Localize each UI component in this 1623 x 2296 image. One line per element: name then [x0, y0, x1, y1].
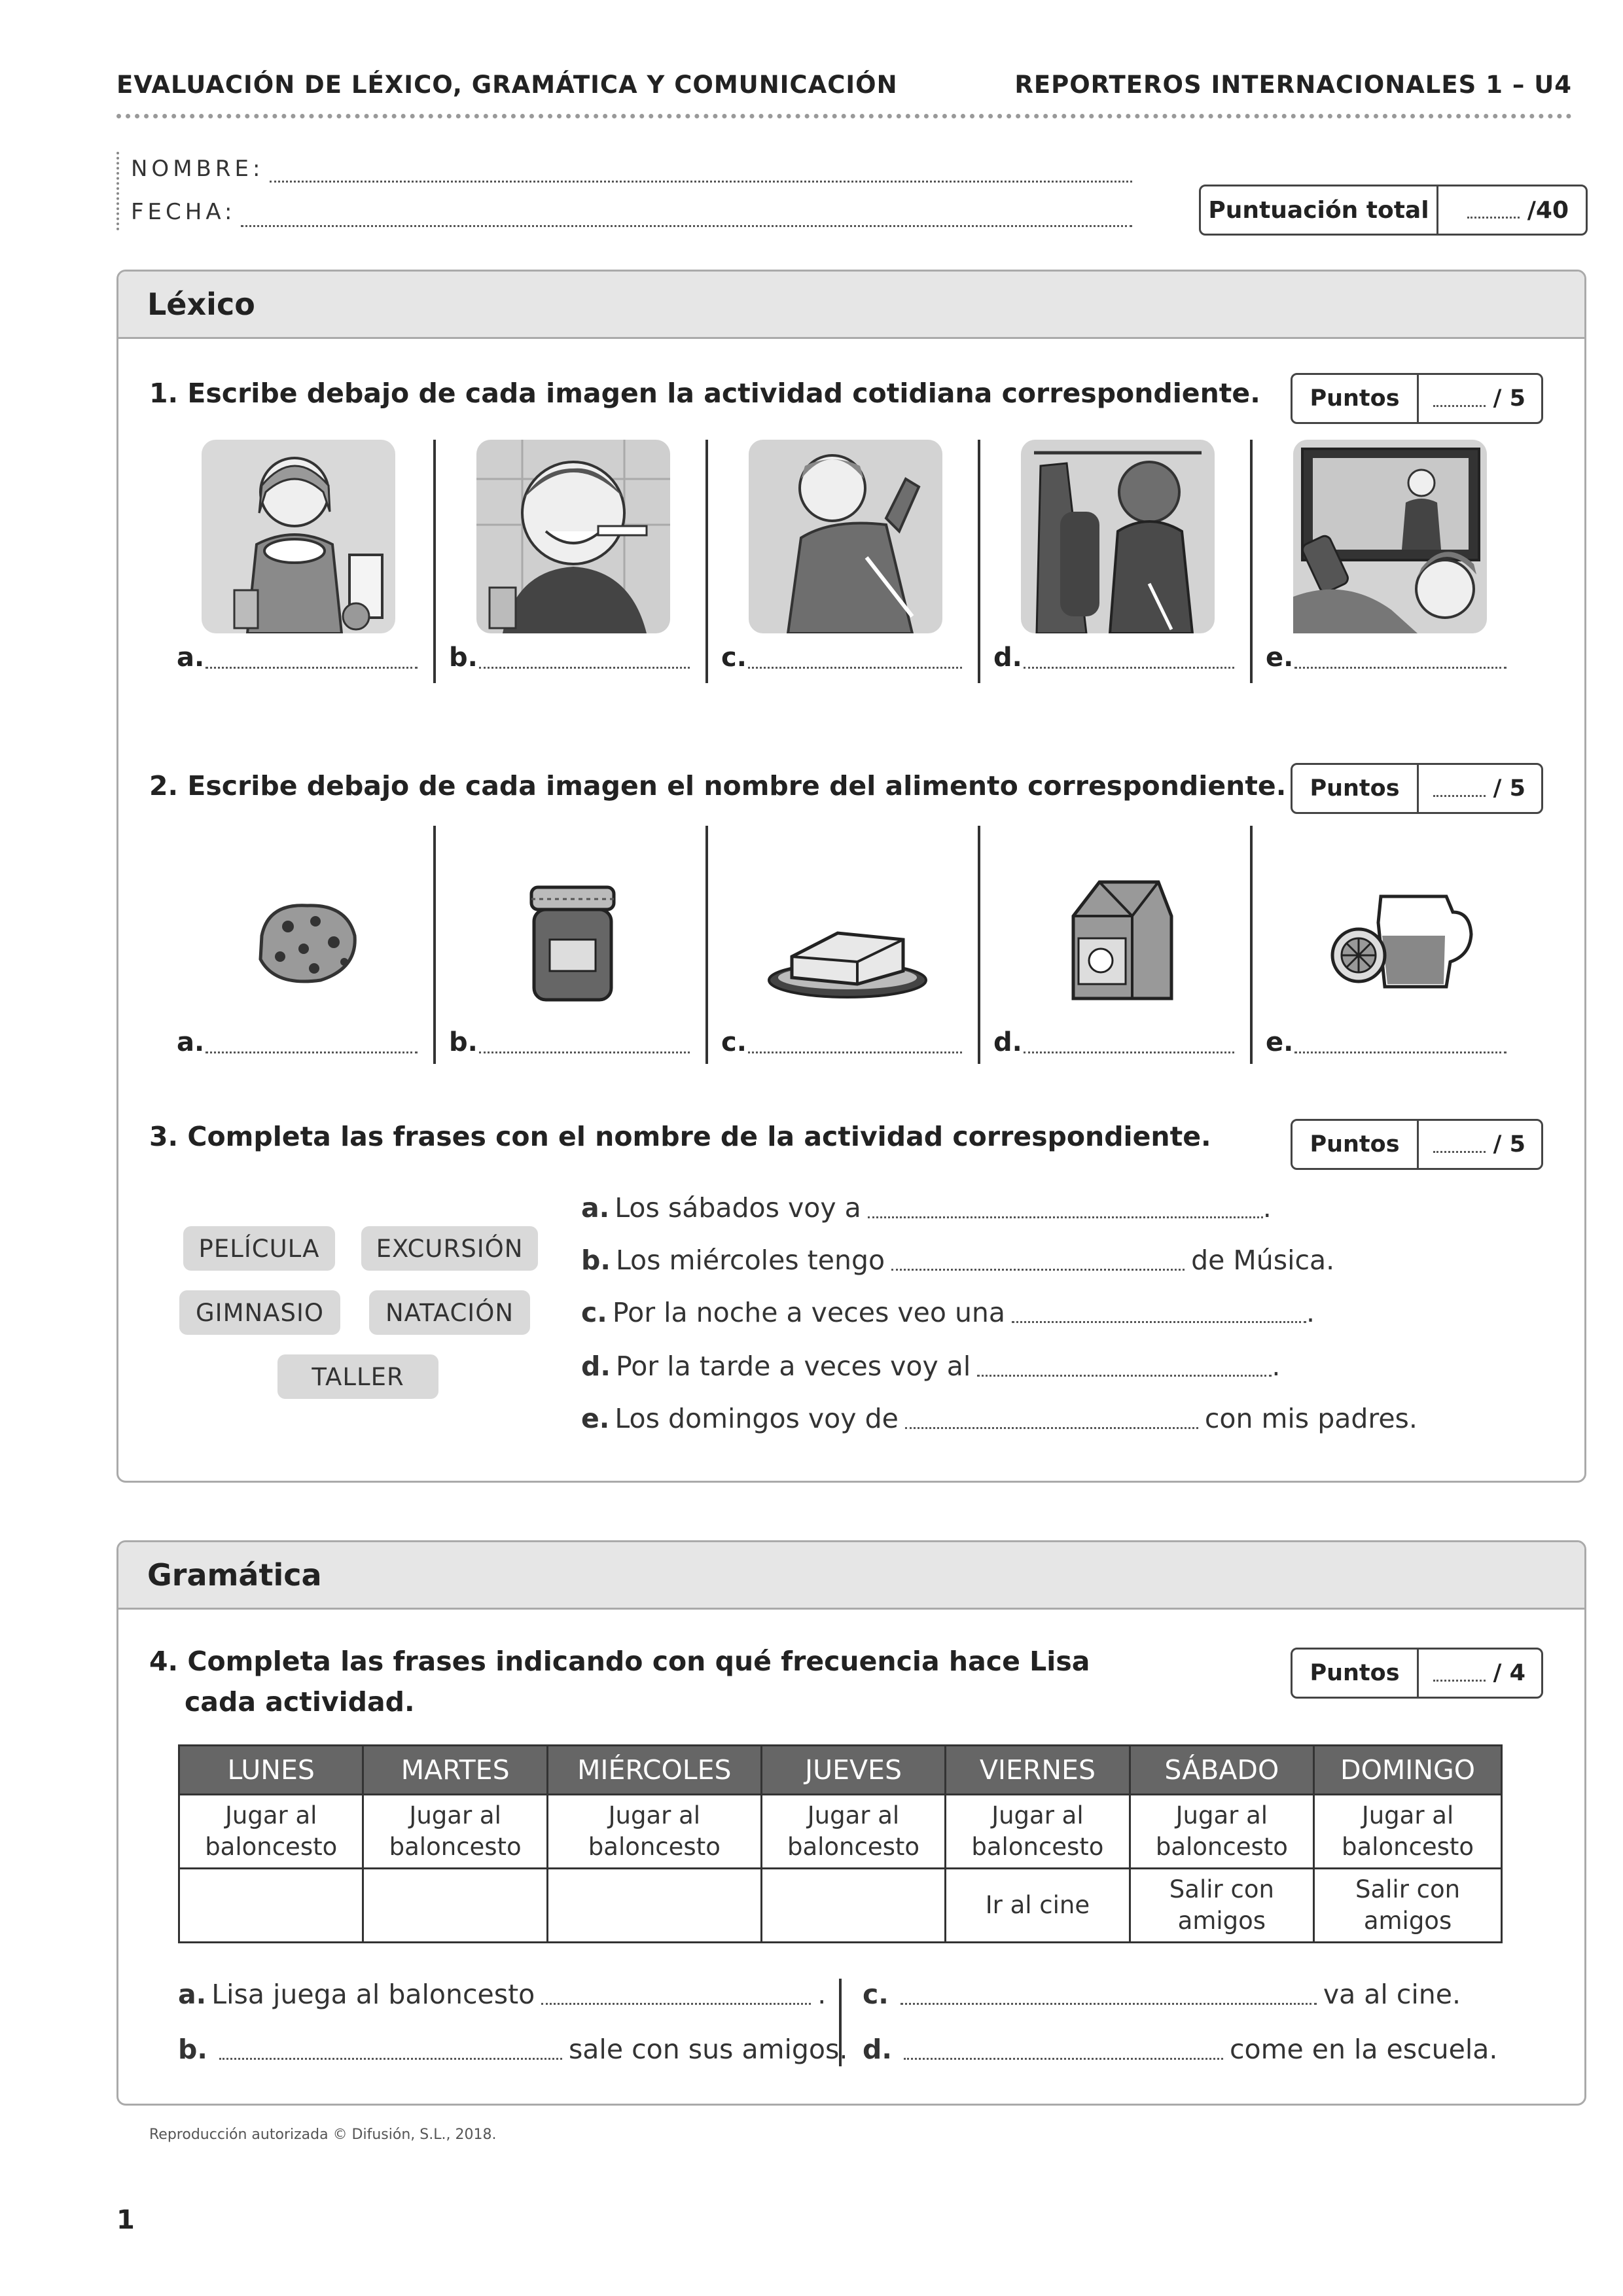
lexico-title: Léxico — [118, 272, 1584, 339]
q4-blank-b[interactable] — [219, 2058, 562, 2060]
table-cell — [363, 1869, 547, 1943]
divider — [1250, 440, 1253, 683]
divider — [433, 440, 436, 683]
boy-brushing-teeth-image — [476, 440, 670, 633]
student-info-marker — [116, 152, 119, 230]
table-cell — [547, 1869, 761, 1943]
table-cell — [179, 1869, 363, 1943]
table-header-row — [179, 1746, 1502, 1795]
q2-answer-e[interactable]: e. — [1266, 1027, 1507, 1057]
q2-points-box: Puntos / 5 — [1291, 763, 1543, 814]
q2-answer-a[interactable]: a. — [177, 1027, 418, 1057]
q3-sentence-b: b. Los miércoles tengo de Música. — [581, 1245, 1335, 1276]
table-cell: Jugar al baloncesto — [1314, 1795, 1502, 1869]
q3-blank-b[interactable] — [891, 1269, 1185, 1271]
q1-answer-b[interactable]: b. — [449, 643, 690, 673]
page-number: 1 — [116, 2205, 135, 2235]
day-header: MIÉRCOLES — [547, 1746, 761, 1795]
day-header: LUNES — [179, 1746, 363, 1795]
divider — [705, 826, 708, 1064]
q1-title: 1. Escribe debajo de cada imagen la actividad cotidiana correspondiente. — [149, 378, 1260, 409]
q4-sentence-b: b. sale con sus amigos. — [178, 2034, 848, 2065]
divider — [978, 440, 980, 683]
q3-blank-a[interactable] — [868, 1216, 1263, 1218]
day-header: SÁBADO — [1130, 1746, 1313, 1795]
q1-answer-e[interactable]: e. — [1266, 643, 1507, 673]
q4-sentence-a: a. Lisa juega al baloncesto . — [178, 1979, 827, 2010]
gramatica-title: Gramática — [118, 1542, 1584, 1610]
word-chip: PELÍCULA — [183, 1226, 335, 1271]
word-chip: EXCURSIÓN — [361, 1226, 538, 1271]
divider — [1250, 826, 1253, 1064]
divider — [705, 440, 708, 683]
divider — [433, 826, 436, 1064]
table-cell — [761, 1869, 945, 1943]
q4-blank-a[interactable] — [541, 2003, 811, 2005]
total-score-field[interactable]: /40 — [1438, 186, 1586, 234]
q4-sentence-d: d. come en la escuela. — [863, 2034, 1498, 2065]
header-divider — [116, 114, 1572, 118]
q3-points-field[interactable]: / 5 — [1419, 1121, 1541, 1168]
q3-blank-d[interactable] — [977, 1375, 1272, 1377]
table-cell: Salir con amigos — [1314, 1869, 1502, 1943]
table-cell: Jugar al baloncesto — [363, 1795, 547, 1869]
q3-sentence-c: c. Por la noche a veces veo una . — [581, 1297, 1315, 1328]
q4-title-line1: 4. Completa las frases indicando con qué frecuencia hace Lisa — [149, 1646, 1090, 1677]
table-cell: Jugar al baloncesto — [179, 1795, 363, 1869]
table-cell: Ir al cine — [946, 1869, 1130, 1943]
table-row — [179, 1795, 1502, 1869]
q3-sentence-a: a. Los sábados voy a . — [581, 1192, 1272, 1224]
orange-juice-image — [1322, 883, 1479, 995]
boy-at-wardrobe-image — [1021, 440, 1215, 633]
name-field[interactable] — [270, 181, 1132, 183]
table-row — [179, 1869, 1502, 1943]
q1-answer-d[interactable]: d. — [993, 643, 1234, 673]
q1-answer-a[interactable]: a. — [177, 643, 418, 673]
q1-answer-c[interactable]: c. — [721, 643, 962, 673]
day-header: JUEVES — [761, 1746, 945, 1795]
word-chip: TALLER — [277, 1354, 438, 1399]
day-header: VIERNES — [946, 1746, 1130, 1795]
jam-jar-image — [524, 882, 622, 1004]
cookie-image — [249, 896, 360, 988]
table-cell: Jugar al baloncesto — [761, 1795, 945, 1869]
q2-answer-b[interactable]: b. — [449, 1027, 690, 1057]
table-cell: Jugar al baloncesto — [946, 1795, 1130, 1869]
name-label: NOMBRE: — [131, 156, 264, 182]
q3-sentence-e: e. Los domingos voy de con mis padres. — [581, 1403, 1418, 1434]
q4-sentence-c: c. va al cine. — [863, 1979, 1461, 2010]
header-left-title: EVALUACIÓN DE LÉXICO, GRAMÁTICA Y COMUNICACIÓN — [116, 71, 898, 99]
q3-sentence-d: d. Por la tarde a veces voy al . — [581, 1351, 1281, 1382]
milk-carton-image — [1060, 875, 1178, 1006]
word-chip: GIMNASIO — [179, 1290, 340, 1335]
q2-points-field[interactable]: / 5 — [1419, 765, 1541, 812]
q1-points-box: Puntos / 5 — [1291, 373, 1543, 424]
q4-title-line2: cada actividad. — [185, 1686, 415, 1718]
table-cell: Jugar al baloncesto — [547, 1795, 761, 1869]
table-cell: Jugar al baloncesto — [1130, 1795, 1313, 1869]
q3-points-box: Puntos / 5 — [1291, 1119, 1543, 1170]
total-score-label: Puntuación total — [1201, 186, 1438, 234]
q4-blank-d[interactable] — [904, 2058, 1223, 2060]
header-right-title: REPORTEROS INTERNACIONALES 1 – U4 — [1014, 71, 1572, 99]
weekly-schedule-table — [178, 1744, 1503, 1943]
day-header: DOMINGO — [1314, 1746, 1502, 1795]
q4-points-box: Puntos / 4 — [1291, 1648, 1543, 1699]
boy-watching-tv-image — [1293, 440, 1487, 633]
date-label: FECHA: — [131, 199, 236, 225]
q2-answer-c[interactable]: c. — [721, 1027, 962, 1057]
copyright-text: Reproducción autorizada © Difusión, S.L., 2018. — [149, 2127, 497, 2143]
q2-answer-d[interactable]: d. — [993, 1027, 1234, 1057]
divider — [978, 826, 980, 1064]
butter-image — [766, 915, 929, 1000]
q3-title: 3. Completa las frases con el nombre de la actividad correspondiente. — [149, 1121, 1211, 1152]
boy-getting-dressed-image — [749, 440, 942, 633]
table-cell: Salir con amigos — [1130, 1869, 1313, 1943]
word-chip: NATACIÓN — [369, 1290, 530, 1335]
q2-title: 2. Escribe debajo de cada imagen el nombre del alimento correspondiente. — [149, 770, 1287, 802]
q1-points-field[interactable]: / 5 — [1419, 375, 1541, 422]
girl-eating-breakfast-image — [202, 440, 395, 633]
total-score-box — [1199, 185, 1588, 236]
q4-points-field[interactable]: / 4 — [1419, 1650, 1541, 1697]
q4-blank-c[interactable] — [901, 2003, 1317, 2005]
day-header: MARTES — [363, 1746, 547, 1795]
q3-blank-c[interactable] — [1012, 1321, 1306, 1323]
q3-blank-e[interactable] — [905, 1427, 1198, 1429]
date-field[interactable] — [241, 225, 1132, 227]
